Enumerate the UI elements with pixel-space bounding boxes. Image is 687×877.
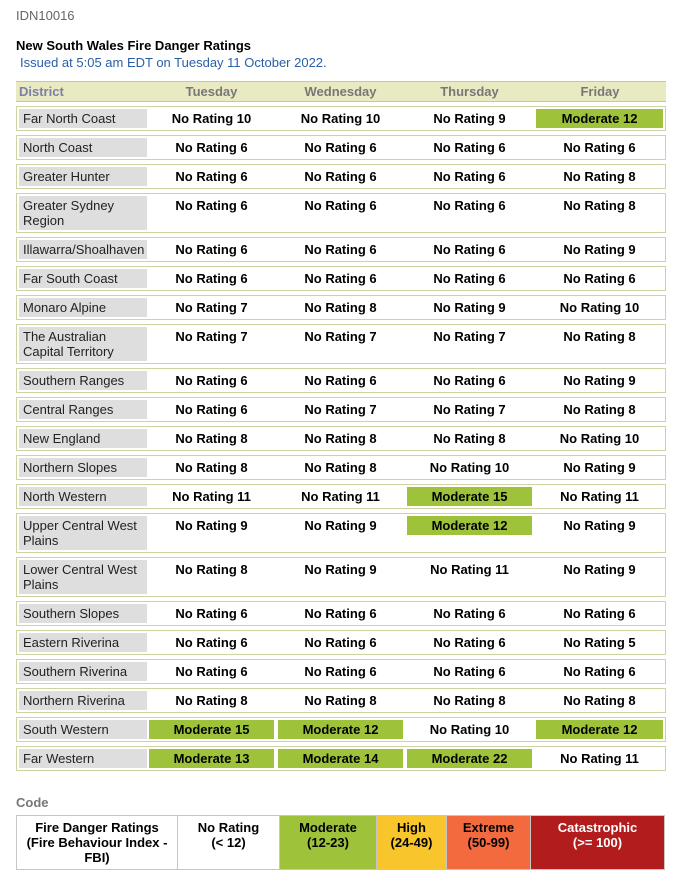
rating-cell: [534, 368, 666, 393]
rating-value: No Rating 6: [433, 664, 506, 679]
rating-cell: [147, 324, 276, 364]
rating-value: No Rating 8: [563, 693, 636, 708]
rating-cell: [147, 397, 276, 422]
rating-cell: [147, 513, 276, 553]
rating-value: No Rating 7: [433, 329, 506, 344]
rating-cell: [147, 135, 276, 160]
rating-cell: [276, 135, 405, 160]
district-name: Far North Coast: [19, 109, 147, 128]
rating-value: No Rating 6: [175, 664, 248, 679]
rating-value: No Rating 6: [175, 373, 248, 388]
rating-value: No Rating 6: [433, 169, 506, 184]
rating-value: No Rating 6: [563, 140, 636, 155]
rating-cell: [534, 193, 666, 233]
table-row: [16, 688, 666, 713]
rating-cell: [276, 106, 405, 131]
district-cell: [16, 717, 147, 742]
rating-value: No Rating 6: [304, 664, 377, 679]
rating-value: Moderate 12: [278, 720, 403, 739]
rating-cell: [276, 266, 405, 291]
rating-value: No Rating 8: [304, 460, 377, 475]
rating-value: No Rating 7: [304, 402, 377, 417]
rating-cell: [534, 746, 666, 771]
rating-cell: [534, 397, 666, 422]
rating-cell: [147, 557, 276, 597]
rating-value: No Rating 6: [175, 402, 248, 417]
rating-value: No Rating 6: [433, 198, 506, 213]
rating-cell: [534, 455, 666, 480]
rating-value: No Rating 8: [175, 460, 248, 475]
rating-cell: [276, 237, 405, 262]
district-cell: [16, 368, 147, 393]
district-name: Far South Coast: [19, 269, 147, 288]
rating-value: No Rating 8: [433, 693, 506, 708]
rating-cell: [276, 164, 405, 189]
header-day: Tuesday: [147, 81, 276, 102]
header-day: Friday: [534, 81, 666, 102]
table-row: [16, 368, 666, 393]
rating-value: No Rating 6: [433, 242, 506, 257]
rating-cell: [276, 426, 405, 451]
rating-value: No Rating 9: [175, 518, 248, 533]
table-row: [16, 106, 666, 131]
district-cell: [16, 659, 147, 684]
district-name: Eastern Riverina: [19, 633, 147, 652]
rating-cell: [534, 688, 666, 713]
rating-value: No Rating 10: [559, 431, 640, 446]
rating-cell: [405, 688, 534, 713]
rating-value: No Rating 6: [304, 373, 377, 388]
rating-cell: [147, 688, 276, 713]
district-cell: [16, 557, 147, 597]
product-id: IDN10016: [16, 8, 75, 23]
rating-cell: [405, 106, 534, 131]
rating-value: No Rating 11: [560, 751, 639, 766]
rating-value: Moderate 13: [149, 749, 274, 768]
rating-cell: [276, 455, 405, 480]
rating-cell: [276, 193, 405, 233]
table-row: [16, 630, 666, 655]
district-cell: [16, 397, 147, 422]
header-day: Wednesday: [276, 81, 405, 102]
rating-value: Moderate 12: [407, 516, 532, 535]
rating-cell: [276, 688, 405, 713]
district-name: North Coast: [19, 138, 147, 157]
rating-cell: [276, 659, 405, 684]
rating-value: No Rating 11: [172, 489, 251, 504]
rating-cell: [534, 135, 666, 160]
rating-value: No Rating 8: [175, 431, 248, 446]
rating-cell: [147, 601, 276, 626]
table-row: [16, 266, 666, 291]
rating-value: No Rating 8: [563, 169, 636, 184]
rating-cell: [147, 193, 276, 233]
table-row: [16, 295, 666, 320]
rating-value: No Rating 10: [300, 111, 381, 126]
district-cell: [16, 237, 147, 262]
rating-cell: [276, 630, 405, 655]
rating-cell: [405, 397, 534, 422]
rating-cell: [147, 426, 276, 451]
district-cell: [16, 601, 147, 626]
table-row: [16, 455, 666, 480]
table-row: [16, 717, 666, 742]
rating-value: No Rating 7: [175, 329, 248, 344]
rating-value: No Rating 6: [304, 242, 377, 257]
rating-cell: [276, 368, 405, 393]
rating-cell: [147, 164, 276, 189]
rating-cell: [534, 557, 666, 597]
rating-cell: [534, 295, 666, 320]
rating-value: Moderate 12: [536, 109, 663, 128]
rating-cell: [147, 106, 276, 131]
rating-cell: [405, 630, 534, 655]
rating-value: No Rating 8: [304, 693, 377, 708]
rating-value: No Rating 6: [175, 140, 248, 155]
table-row: [16, 484, 666, 509]
rating-cell: [534, 164, 666, 189]
rating-cell: [534, 659, 666, 684]
table-row: [16, 601, 666, 626]
rating-cell: [405, 717, 534, 742]
rating-value: No Rating 10: [171, 111, 252, 126]
district-cell: [16, 688, 147, 713]
rating-value: No Rating 9: [563, 242, 636, 257]
district-cell: [16, 426, 147, 451]
table-row: [16, 193, 666, 233]
rating-value: No Rating 6: [304, 606, 377, 621]
issued-time: Issued at 5:05 am EDT on Tuesday 11 October 2022.: [20, 55, 327, 70]
district-name: Northern Slopes: [19, 458, 147, 477]
rating-cell: [276, 717, 405, 742]
district-cell: [16, 106, 147, 131]
rating-cell: [534, 601, 666, 626]
table-row: [16, 397, 666, 422]
rating-code-legend: [16, 815, 665, 870]
district-cell: [16, 746, 147, 771]
rating-cell: [534, 324, 666, 364]
rating-cell: [534, 426, 666, 451]
rating-cell: [276, 324, 405, 364]
rating-value: No Rating 9: [433, 111, 506, 126]
district-name: South Western: [19, 720, 147, 739]
table-row: [16, 557, 666, 597]
rating-cell: [147, 484, 276, 509]
rating-value: No Rating 10: [559, 300, 640, 315]
code-item: No Rating (< 12): [178, 816, 280, 870]
rating-value: No Rating 9: [563, 460, 636, 475]
district-cell: [16, 324, 147, 364]
district-cell: [16, 455, 147, 480]
rating-value: No Rating 8: [563, 329, 636, 344]
district-name: Illawarra/Shoalhaven: [19, 240, 147, 259]
table-row: [16, 135, 666, 160]
rating-cell: [534, 717, 666, 742]
rating-value: No Rating 9: [304, 518, 377, 533]
district-cell: [16, 630, 147, 655]
rating-cell: [405, 324, 534, 364]
code-label: Code: [16, 795, 49, 810]
rating-cell: [147, 717, 276, 742]
district-cell: [16, 193, 147, 233]
district-cell: [16, 135, 147, 160]
rating-cell: [405, 484, 534, 509]
rating-value: No Rating 7: [175, 300, 248, 315]
rating-value: No Rating 6: [433, 635, 506, 650]
rating-value: No Rating 8: [304, 431, 377, 446]
rating-value: No Rating 6: [563, 664, 636, 679]
district-name: Upper Central West Plains: [19, 516, 147, 550]
rating-cell: [405, 368, 534, 393]
code-item: Moderate (12-23): [280, 816, 377, 870]
rating-value: No Rating 6: [304, 635, 377, 650]
rating-value: No Rating 6: [175, 198, 248, 213]
rating-value: No Rating 10: [429, 460, 510, 475]
rating-value: No Rating 6: [563, 606, 636, 621]
rating-cell: [147, 659, 276, 684]
header-day: Thursday: [405, 81, 534, 102]
rating-cell: [405, 135, 534, 160]
rating-value: No Rating 6: [304, 140, 377, 155]
rating-cell: [276, 601, 405, 626]
district-name: The Australian Capital Territory: [19, 327, 147, 361]
table-row: [16, 324, 666, 364]
rating-cell: [147, 630, 276, 655]
rating-value: No Rating 11: [560, 489, 639, 504]
rating-cell: [534, 266, 666, 291]
table-row: [16, 164, 666, 189]
page-title: New South Wales Fire Danger Ratings: [16, 38, 252, 53]
fire-danger-ratings-table: [16, 77, 666, 775]
rating-cell: [534, 630, 666, 655]
rating-cell: [147, 368, 276, 393]
rating-value: Moderate 14: [278, 749, 403, 768]
table-row: [16, 237, 666, 262]
rating-cell: [276, 295, 405, 320]
rating-value: No Rating 11: [301, 489, 380, 504]
rating-cell: [405, 455, 534, 480]
rating-value: No Rating 8: [304, 300, 377, 315]
rating-cell: [405, 746, 534, 771]
district-name: Lower Central West Plains: [19, 560, 147, 594]
table-header-row: [16, 81, 666, 102]
district-name: Greater Sydney Region: [19, 196, 147, 230]
rating-cell: [534, 237, 666, 262]
code-item: Extreme (50-99): [447, 816, 531, 870]
rating-value: No Rating 6: [563, 271, 636, 286]
district-name: Northern Riverina: [19, 691, 147, 710]
rating-cell: [276, 557, 405, 597]
rating-cell: [534, 513, 666, 553]
rating-value: No Rating 9: [304, 562, 377, 577]
rating-value: No Rating 6: [175, 635, 248, 650]
rating-value: No Rating 6: [433, 271, 506, 286]
rating-cell: [405, 601, 534, 626]
rating-cell: [147, 455, 276, 480]
rating-value: Moderate 22: [407, 749, 532, 768]
rating-cell: [534, 484, 666, 509]
rating-cell: [276, 746, 405, 771]
rating-value: Moderate 15: [407, 487, 532, 506]
rating-value: No Rating 7: [304, 329, 377, 344]
district-cell: [16, 295, 147, 320]
rating-value: No Rating 7: [433, 402, 506, 417]
code-item: Fire Danger Ratings (Fire Behaviour Index - FBI): [17, 816, 178, 870]
district-cell: [16, 164, 147, 189]
district-name: North Western: [19, 487, 147, 506]
rating-value: No Rating 6: [304, 198, 377, 213]
rating-value: No Rating 8: [563, 198, 636, 213]
district-name: Greater Hunter: [19, 167, 147, 186]
rating-value: Moderate 12: [536, 720, 663, 739]
district-name: New England: [19, 429, 147, 448]
rating-value: No Rating 6: [433, 373, 506, 388]
rating-cell: [147, 295, 276, 320]
code-item: Catastrophic (>= 100): [531, 816, 665, 870]
rating-cell: [534, 106, 666, 131]
rating-value: No Rating 6: [175, 242, 248, 257]
district-cell: [16, 266, 147, 291]
rating-cell: [276, 513, 405, 553]
rating-cell: [276, 397, 405, 422]
rating-cell: [405, 513, 534, 553]
rating-cell: [405, 193, 534, 233]
rating-value: No Rating 6: [433, 606, 506, 621]
rating-cell: [276, 484, 405, 509]
district-name: Central Ranges: [19, 400, 147, 419]
rating-value: No Rating 10: [429, 722, 510, 737]
code-item: High (24-49): [377, 816, 447, 870]
rating-value: No Rating 5: [563, 635, 636, 650]
rating-value: No Rating 9: [563, 562, 636, 577]
rating-cell: [405, 659, 534, 684]
header-district: District: [16, 81, 147, 102]
district-name: Southern Slopes: [19, 604, 147, 623]
rating-cell: [405, 266, 534, 291]
rating-cell: [147, 237, 276, 262]
rating-value: No Rating 8: [433, 431, 506, 446]
rating-cell: [405, 426, 534, 451]
rating-value: No Rating 9: [563, 373, 636, 388]
rating-value: No Rating 6: [175, 169, 248, 184]
district-name: Far Western: [19, 749, 147, 768]
table-body: [16, 106, 666, 771]
rating-value: No Rating 8: [175, 562, 248, 577]
rating-cell: [147, 266, 276, 291]
rating-cell: [147, 746, 276, 771]
rating-value: No Rating 6: [304, 271, 377, 286]
rating-value: No Rating 8: [175, 693, 248, 708]
rating-value: Moderate 15: [149, 720, 274, 739]
district-name: Southern Ranges: [19, 371, 147, 390]
rating-value: No Rating 6: [175, 271, 248, 286]
rating-value: No Rating 6: [175, 606, 248, 621]
rating-value: No Rating 6: [304, 169, 377, 184]
table-row: [16, 746, 666, 771]
rating-value: No Rating 11: [430, 562, 509, 577]
rating-cell: [405, 295, 534, 320]
code-row: [17, 816, 665, 870]
rating-cell: [405, 237, 534, 262]
district-name: Monaro Alpine: [19, 298, 147, 317]
district-cell: [16, 513, 147, 553]
rating-value: No Rating 9: [563, 518, 636, 533]
table-row: [16, 513, 666, 553]
rating-cell: [405, 557, 534, 597]
district-cell: [16, 484, 147, 509]
rating-value: No Rating 8: [563, 402, 636, 417]
rating-value: No Rating 6: [433, 140, 506, 155]
table-row: [16, 426, 666, 451]
district-name: Southern Riverina: [19, 662, 147, 681]
rating-value: No Rating 9: [433, 300, 506, 315]
table-row: [16, 659, 666, 684]
rating-cell: [405, 164, 534, 189]
